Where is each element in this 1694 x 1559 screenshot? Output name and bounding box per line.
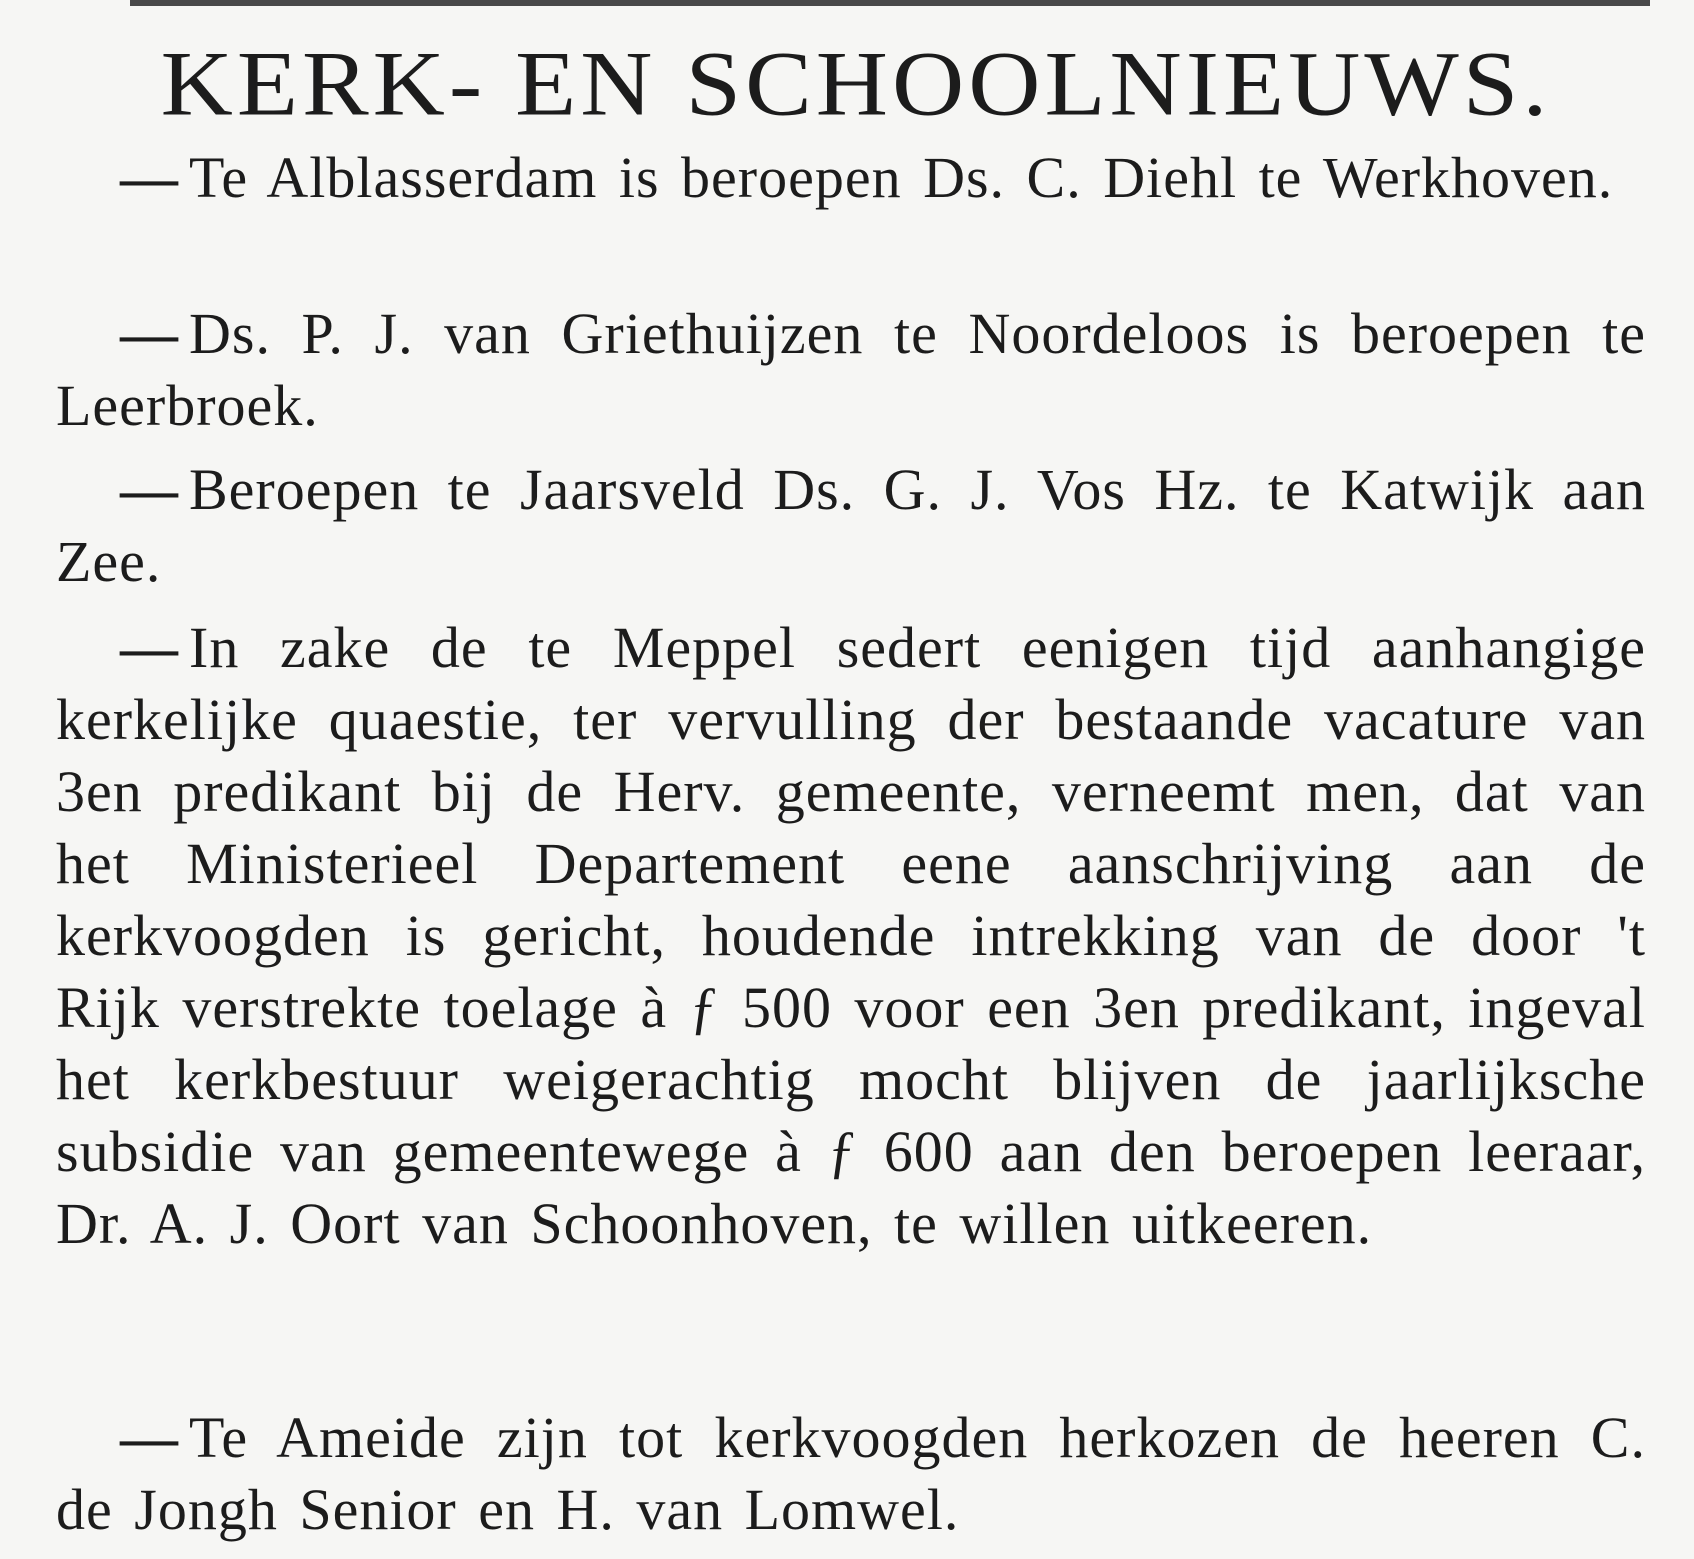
top-rule (130, 0, 1650, 6)
item-dash: — (120, 615, 179, 680)
section-headline: KERK- EN SCHOOLNIEUWS. (160, 32, 1552, 135)
news-item-text: Te Alblasserdam is beroepen Ds. C. Diehl te Werkhoven. (189, 145, 1614, 210)
item-dash: — (120, 457, 179, 522)
news-item-text: Ds. P. J. van Griethuijzen te Noordeloos is beroepen te Leerbroek. (56, 301, 1646, 438)
news-item-text: Te Ameide zijn tot kerkvoogden herkozen de heeren C. de Jongh Senior en H. van Lomwel. (56, 1405, 1646, 1542)
news-item (56, 142, 1646, 214)
news-item-text: In zake de te Meppel sedert eenigen tijd aanhangige kerkelijke quaestie, ter vervulling der bestaande vacature van 3en predikant bij de Herv. gemeente, verneemt men, dat van het Ministerieel Departement eene aanschrijving aan de kerkvoogden is gericht, houdende intrekking van de door 't Rijk verstrekte toelage à ƒ 500 voor een 3en predikant, ingeval het kerkbestuur weigerachtig mocht blijven de jaarlijksche subsidie van gemeentewege à ƒ 600 aan den beroepen leeraar, Dr. A. J. Oort van Schoonhoven, te willen uitkeeren. (56, 615, 1646, 1256)
news-item (56, 298, 1646, 442)
item-dash: — (120, 301, 179, 366)
item-dash: — (120, 145, 179, 210)
item-dash: — (120, 1405, 179, 1470)
news-item-text: Beroepen te Jaarsveld Ds. G. J. Vos Hz. te Katwijk aan Zee. (56, 457, 1646, 594)
news-item (56, 612, 1646, 1260)
news-item (56, 454, 1646, 598)
news-item (56, 1402, 1646, 1546)
